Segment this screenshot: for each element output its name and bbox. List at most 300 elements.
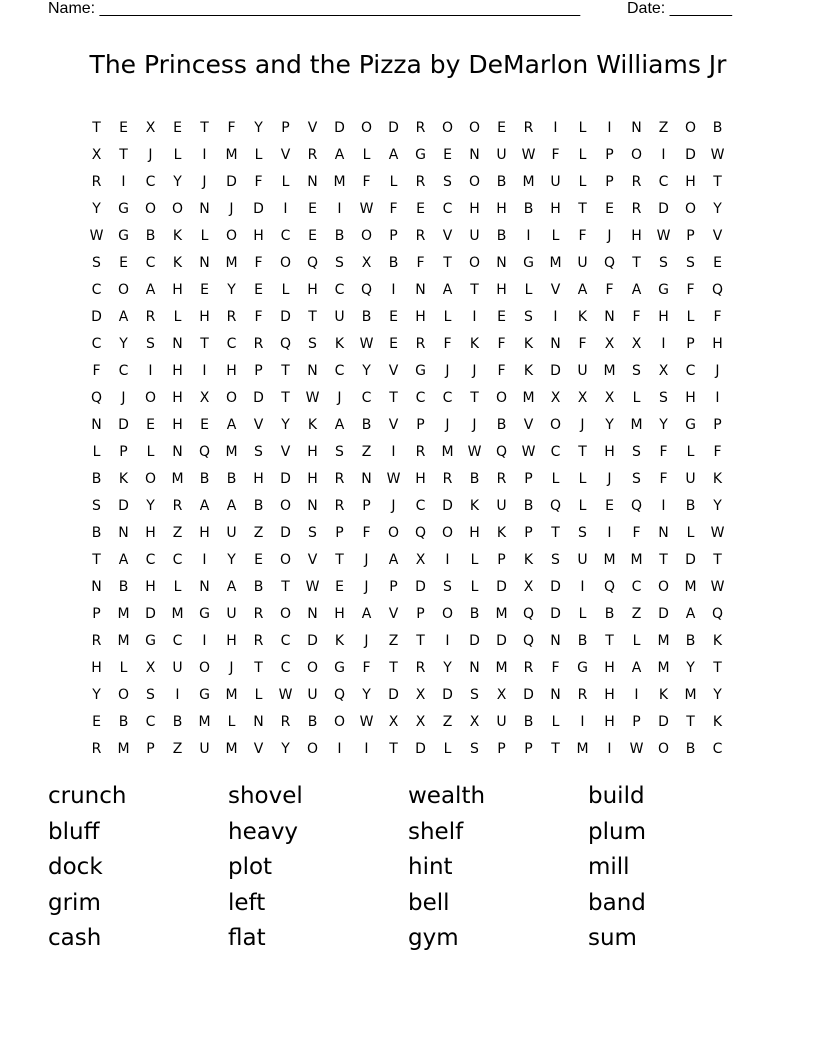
grid-letter: I — [283, 201, 288, 217]
grid-letter: R — [145, 309, 156, 325]
grid-letter: E — [254, 552, 263, 568]
grid-letter: B — [604, 606, 615, 622]
grid-letter: B — [334, 228, 345, 244]
grid-row — [83, 277, 731, 304]
grid-letter: S — [551, 552, 560, 568]
grid-letter: O — [279, 498, 292, 514]
grid-row — [83, 547, 731, 574]
grid-letter: H — [550, 201, 561, 217]
grid-letter: J — [445, 417, 450, 433]
grid-letter: I — [661, 498, 666, 514]
grid-letter: F — [497, 336, 506, 352]
grid-letter: E — [200, 282, 209, 298]
grid-letter: I — [391, 282, 396, 298]
grid-letter: B — [469, 471, 480, 487]
grid-letter: S — [254, 444, 263, 460]
grid-letter: O — [468, 255, 481, 271]
grid-letter: Y — [92, 687, 101, 703]
grid-letter: B — [685, 741, 696, 757]
grid-letter: M — [522, 390, 535, 406]
grid-letter: D — [91, 309, 102, 325]
grid-letter: J — [202, 174, 207, 190]
grid-letter: H — [604, 714, 615, 730]
grid-letter: L — [551, 471, 560, 487]
grid-letter: A — [226, 417, 237, 433]
grid-letter: L — [173, 147, 182, 163]
grid-letter: B — [91, 471, 102, 487]
grid-letter: W — [278, 687, 293, 703]
grid-letter: I — [634, 687, 639, 703]
grid-letter: T — [119, 147, 128, 163]
grid-letter: U — [496, 147, 507, 163]
grid-letter: I — [175, 687, 180, 703]
grid-letter: H — [253, 228, 264, 244]
grid-letter: W — [89, 228, 104, 244]
grid-letter: L — [389, 174, 398, 190]
grid-letter: V — [550, 282, 561, 298]
grid-letter: N — [604, 309, 615, 325]
grid-letter: S — [470, 741, 479, 757]
grid-letter: Y — [254, 120, 263, 136]
word-list-item: dock — [48, 854, 103, 880]
grid-letter: H — [226, 363, 237, 379]
grid-letter: Y — [443, 660, 452, 676]
grid-letter: P — [632, 714, 641, 730]
grid-letter: X — [388, 714, 399, 730]
grid-letter: O — [144, 390, 157, 406]
grid-letter: G — [145, 633, 156, 649]
grid-letter: T — [281, 579, 290, 595]
grid-letter: O — [333, 714, 346, 730]
grid-letter: V — [712, 228, 723, 244]
word-list-item: band — [588, 889, 646, 916]
grid-letter: W — [305, 579, 320, 595]
grid-letter: Z — [253, 525, 264, 541]
grid-letter: D — [685, 552, 696, 568]
grid-letter: L — [686, 525, 695, 541]
grid-letter: M — [603, 363, 616, 379]
grid-letter: E — [308, 201, 317, 217]
grid-letter: F — [362, 525, 371, 541]
grid-letter: H — [145, 579, 156, 595]
grid-letter: H — [226, 633, 237, 649]
grid-letter: J — [364, 579, 369, 595]
grid-letter: O — [441, 120, 454, 136]
grid-letter: W — [710, 525, 725, 541]
grid-letter: N — [307, 363, 318, 379]
grid-letter: O — [495, 390, 508, 406]
grid-letter: C — [415, 390, 426, 406]
grid-letter: U — [496, 498, 507, 514]
grid-letter: D — [415, 579, 426, 595]
grid-row — [83, 304, 731, 331]
grid-letter: B — [712, 120, 723, 136]
grid-letter: L — [578, 471, 587, 487]
grid-letter: W — [359, 714, 374, 730]
grid-letter: E — [605, 201, 614, 217]
grid-letter: B — [523, 498, 534, 514]
grid-letter: O — [630, 147, 643, 163]
grid-letter: T — [92, 552, 101, 568]
grid-letter: T — [443, 255, 452, 271]
grid-letter: S — [632, 363, 641, 379]
word-list-item: hint — [408, 854, 453, 880]
grid-letter: I — [553, 120, 558, 136]
grid-letter: U — [307, 687, 318, 703]
grid-letter: Y — [281, 741, 290, 757]
grid-letter: A — [442, 282, 453, 298]
grid-letter: N — [118, 525, 129, 541]
grid-letter: M — [117, 606, 130, 622]
grid-letter: P — [281, 120, 290, 136]
grid-letter: X — [145, 660, 156, 676]
grid-letter: E — [497, 309, 506, 325]
grid-letter: D — [550, 606, 561, 622]
grid-letter: E — [92, 714, 101, 730]
grid-letter: G — [685, 417, 696, 433]
grid-letter: Z — [388, 633, 399, 649]
grid-letter: S — [335, 255, 344, 271]
grid-letter: T — [281, 363, 290, 379]
grid-letter: D — [118, 417, 129, 433]
grid-letter: P — [335, 525, 344, 541]
grid-letter: T — [470, 282, 479, 298]
grid-letter: W — [629, 741, 644, 757]
grid-letter: A — [361, 606, 372, 622]
grid-letter: Q — [522, 633, 535, 649]
grid-letter: J — [364, 552, 369, 568]
grid-letter: B — [172, 714, 183, 730]
grid-letter: G — [658, 282, 669, 298]
grid-letter: K — [658, 687, 669, 703]
grid-letter: D — [496, 579, 507, 595]
grid-letter: Q — [522, 606, 535, 622]
grid-letter: L — [578, 174, 587, 190]
grid-letter: W — [386, 471, 401, 487]
grid-letter: Y — [659, 417, 668, 433]
grid-letter: D — [280, 471, 291, 487]
grid-letter: R — [523, 660, 534, 676]
grid-letter: I — [580, 579, 585, 595]
grid-letter: M — [225, 444, 238, 460]
grid-letter: P — [254, 363, 263, 379]
grid-letter: L — [92, 444, 101, 460]
grid-letter: T — [551, 525, 560, 541]
grid-letter: C — [658, 174, 669, 190]
grid-letter: J — [337, 390, 342, 406]
grid-letter: T — [335, 552, 344, 568]
grid-letter: L — [200, 228, 209, 244]
grid-letter: C — [172, 552, 183, 568]
grid-letter: S — [686, 255, 695, 271]
grid-letter: Y — [119, 336, 128, 352]
grid-letter: Q — [306, 255, 319, 271]
grid-letter: R — [334, 498, 345, 514]
grid-letter: K — [712, 714, 723, 730]
grid-letter: B — [118, 579, 129, 595]
grid-letter: F — [389, 201, 398, 217]
word-list-item: cash — [48, 925, 102, 951]
grid-letter: F — [551, 660, 560, 676]
grid-letter: U — [199, 741, 210, 757]
grid-letter: V — [253, 417, 264, 433]
grid-letter: T — [254, 660, 263, 676]
grid-letter: B — [118, 714, 129, 730]
grid-letter: N — [91, 417, 102, 433]
grid-letter: S — [92, 498, 101, 514]
grid-letter: R — [91, 174, 102, 190]
grid-letter: A — [226, 498, 237, 514]
grid-letter: T — [389, 660, 398, 676]
grid-letter: H — [496, 201, 507, 217]
grid-letter: Y — [227, 552, 236, 568]
grid-letter: L — [470, 579, 479, 595]
grid-letter: F — [551, 147, 560, 163]
grid-letter: I — [526, 228, 531, 244]
grid-letter: C — [442, 201, 453, 217]
grid-letter: R — [631, 174, 642, 190]
grid-row — [83, 736, 731, 763]
grid-letter: K — [523, 363, 534, 379]
grid-letter: K — [334, 336, 345, 352]
grid-letter: P — [362, 498, 371, 514]
grid-letter: F — [713, 444, 722, 460]
grid-letter: I — [391, 444, 396, 460]
grid-letter: B — [253, 579, 264, 595]
grid-letter: R — [631, 201, 642, 217]
grid-letter: L — [551, 228, 560, 244]
grid-letter: H — [631, 228, 642, 244]
grid-letter: H — [712, 336, 723, 352]
grid-letter: N — [550, 633, 561, 649]
grid-letter: O — [279, 255, 292, 271]
grid-letter: I — [472, 309, 477, 325]
grid-letter: R — [253, 606, 264, 622]
grid-letter: E — [389, 309, 398, 325]
grid-letter: S — [443, 174, 452, 190]
word-list-item: bell — [408, 889, 450, 916]
grid-letter: X — [658, 363, 669, 379]
word-list-item: plot — [228, 854, 273, 880]
word-list-item: shovel — [228, 783, 303, 809]
grid-letter: B — [496, 228, 507, 244]
grid-letter: Z — [658, 120, 669, 136]
grid-letter: L — [578, 147, 587, 163]
grid-row — [83, 385, 731, 412]
grid-letter: F — [443, 336, 452, 352]
grid-letter: J — [148, 147, 153, 163]
grid-letter: B — [361, 417, 372, 433]
grid-letter: E — [497, 120, 506, 136]
grid-letter: T — [281, 390, 290, 406]
grid-letter: O — [360, 228, 373, 244]
grid-letter: R — [415, 444, 426, 460]
grid-letter: N — [307, 498, 318, 514]
word-list-item: bluff — [48, 818, 100, 845]
grid-letter: Q — [198, 444, 211, 460]
grid-letter: C — [442, 390, 453, 406]
grid-letter: R — [226, 309, 237, 325]
grid-letter: H — [469, 201, 480, 217]
grid-letter: T — [713, 552, 722, 568]
grid-letter: H — [172, 417, 183, 433]
grid-letter: L — [254, 687, 263, 703]
grid-letter: Y — [713, 498, 722, 514]
grid-letter: K — [469, 336, 480, 352]
grid-letter: M — [522, 174, 535, 190]
grid-letter: B — [523, 201, 534, 217]
grid-letter: I — [715, 390, 720, 406]
grid-letter: C — [361, 390, 372, 406]
grid-letter: K — [334, 633, 345, 649]
grid-letter: O — [225, 228, 238, 244]
grid-letter: S — [659, 255, 668, 271]
grid-letter: U — [577, 552, 588, 568]
grid-letter: X — [604, 336, 615, 352]
grid-letter: H — [307, 282, 318, 298]
grid-letter: W — [710, 579, 725, 595]
grid-letter: H — [145, 525, 156, 541]
grid-letter: Q — [630, 498, 643, 514]
grid-letter: T — [308, 309, 317, 325]
grid-letter: M — [657, 660, 670, 676]
grid-letter: Y — [686, 660, 695, 676]
grid-letter: T — [713, 660, 722, 676]
grid-letter: K — [172, 228, 183, 244]
grid-letter: C — [145, 255, 156, 271]
grid-letter: N — [550, 687, 561, 703]
grid-letter: V — [388, 417, 399, 433]
grid-letter: X — [523, 579, 534, 595]
grid-letter: L — [470, 552, 479, 568]
grid-letter: T — [200, 120, 209, 136]
grid-letter: W — [521, 147, 536, 163]
letter-grid — [83, 115, 731, 763]
grid-letter: M — [684, 579, 697, 595]
grid-letter: D — [226, 174, 237, 190]
grid-letter: Z — [172, 525, 183, 541]
grid-letter: H — [199, 309, 210, 325]
grid-letter: L — [632, 390, 641, 406]
grid-letter: N — [307, 174, 318, 190]
grid-letter: A — [334, 417, 345, 433]
grid-letter: E — [713, 255, 722, 271]
grid-letter: A — [685, 606, 696, 622]
grid-letter: F — [362, 660, 371, 676]
grid-letter: H — [604, 687, 615, 703]
grid-letter: N — [631, 120, 642, 136]
grid-letter: C — [226, 336, 237, 352]
grid-letter: L — [632, 633, 641, 649]
grid-letter: Z — [172, 741, 183, 757]
grid-row — [83, 682, 731, 709]
grid-letter: T — [551, 741, 560, 757]
puzzle-title: The Princess and the Pizza by DeMarlon Williams Jr — [89, 50, 727, 79]
grid-letter: H — [172, 363, 183, 379]
grid-letter: T — [416, 633, 425, 649]
grid-letter: R — [280, 714, 291, 730]
grid-letter: Q — [603, 579, 616, 595]
grid-letter: W — [710, 147, 725, 163]
grid-letter: L — [119, 660, 128, 676]
grid-letter: G — [415, 147, 426, 163]
grid-letter: T — [389, 741, 398, 757]
grid-letter: H — [415, 309, 426, 325]
grid-letter: E — [254, 282, 263, 298]
grid-row — [83, 169, 731, 196]
grid-row — [83, 601, 731, 628]
grid-letter: M — [495, 606, 508, 622]
grid-letter: T — [200, 336, 209, 352]
grid-letter: Q — [711, 606, 724, 622]
grid-letter: C — [415, 498, 426, 514]
grid-letter: Y — [362, 363, 371, 379]
grid-letter: M — [117, 633, 130, 649]
grid-letter: K — [712, 633, 723, 649]
grid-letter: D — [415, 741, 426, 757]
grid-letter: I — [661, 336, 666, 352]
grid-letter: U — [469, 228, 480, 244]
name-field-label: Name: ______________________________________________________ — [48, 0, 581, 17]
grid-letter: Y — [362, 687, 371, 703]
grid-letter: K — [307, 417, 318, 433]
word-list — [48, 779, 768, 957]
grid-letter: C — [334, 282, 345, 298]
grid-letter: F — [254, 309, 263, 325]
grid-letter: D — [469, 633, 480, 649]
grid-letter: S — [470, 687, 479, 703]
grid-letter: I — [337, 741, 342, 757]
grid-letter: I — [553, 309, 558, 325]
grid-letter: Y — [173, 174, 182, 190]
grid-letter: X — [415, 714, 426, 730]
grid-letter: B — [253, 498, 264, 514]
grid-letter: V — [253, 741, 264, 757]
grid-letter: F — [92, 363, 101, 379]
grid-letter: K — [712, 471, 723, 487]
grid-row — [83, 709, 731, 736]
grid-letter: P — [524, 471, 533, 487]
grid-letter: T — [659, 552, 668, 568]
grid-letter: U — [226, 525, 237, 541]
grid-row — [83, 520, 731, 547]
grid-letter: Q — [90, 390, 103, 406]
grid-letter: I — [607, 741, 612, 757]
grid-letter: R — [91, 633, 102, 649]
grid-letter: N — [172, 336, 183, 352]
grid-letter: R — [253, 633, 264, 649]
grid-letter: T — [605, 633, 614, 649]
grid-letter: R — [415, 228, 426, 244]
grid-row — [83, 466, 731, 493]
grid-letter: Y — [146, 498, 155, 514]
grid-letter: B — [388, 255, 399, 271]
grid-letter: G — [199, 606, 210, 622]
grid-letter: F — [254, 255, 263, 271]
grid-letter: H — [334, 606, 345, 622]
grid-letter: K — [118, 471, 129, 487]
grid-letter: T — [92, 120, 101, 136]
grid-letter: U — [496, 714, 507, 730]
grid-letter: R — [415, 336, 426, 352]
grid-letter: H — [172, 282, 183, 298]
grid-letter: F — [578, 336, 587, 352]
grid-letter: A — [577, 282, 588, 298]
grid-letter: K — [577, 309, 588, 325]
grid-letter: L — [173, 579, 182, 595]
grid-letter: A — [118, 309, 129, 325]
grid-letter: N — [91, 579, 102, 595]
